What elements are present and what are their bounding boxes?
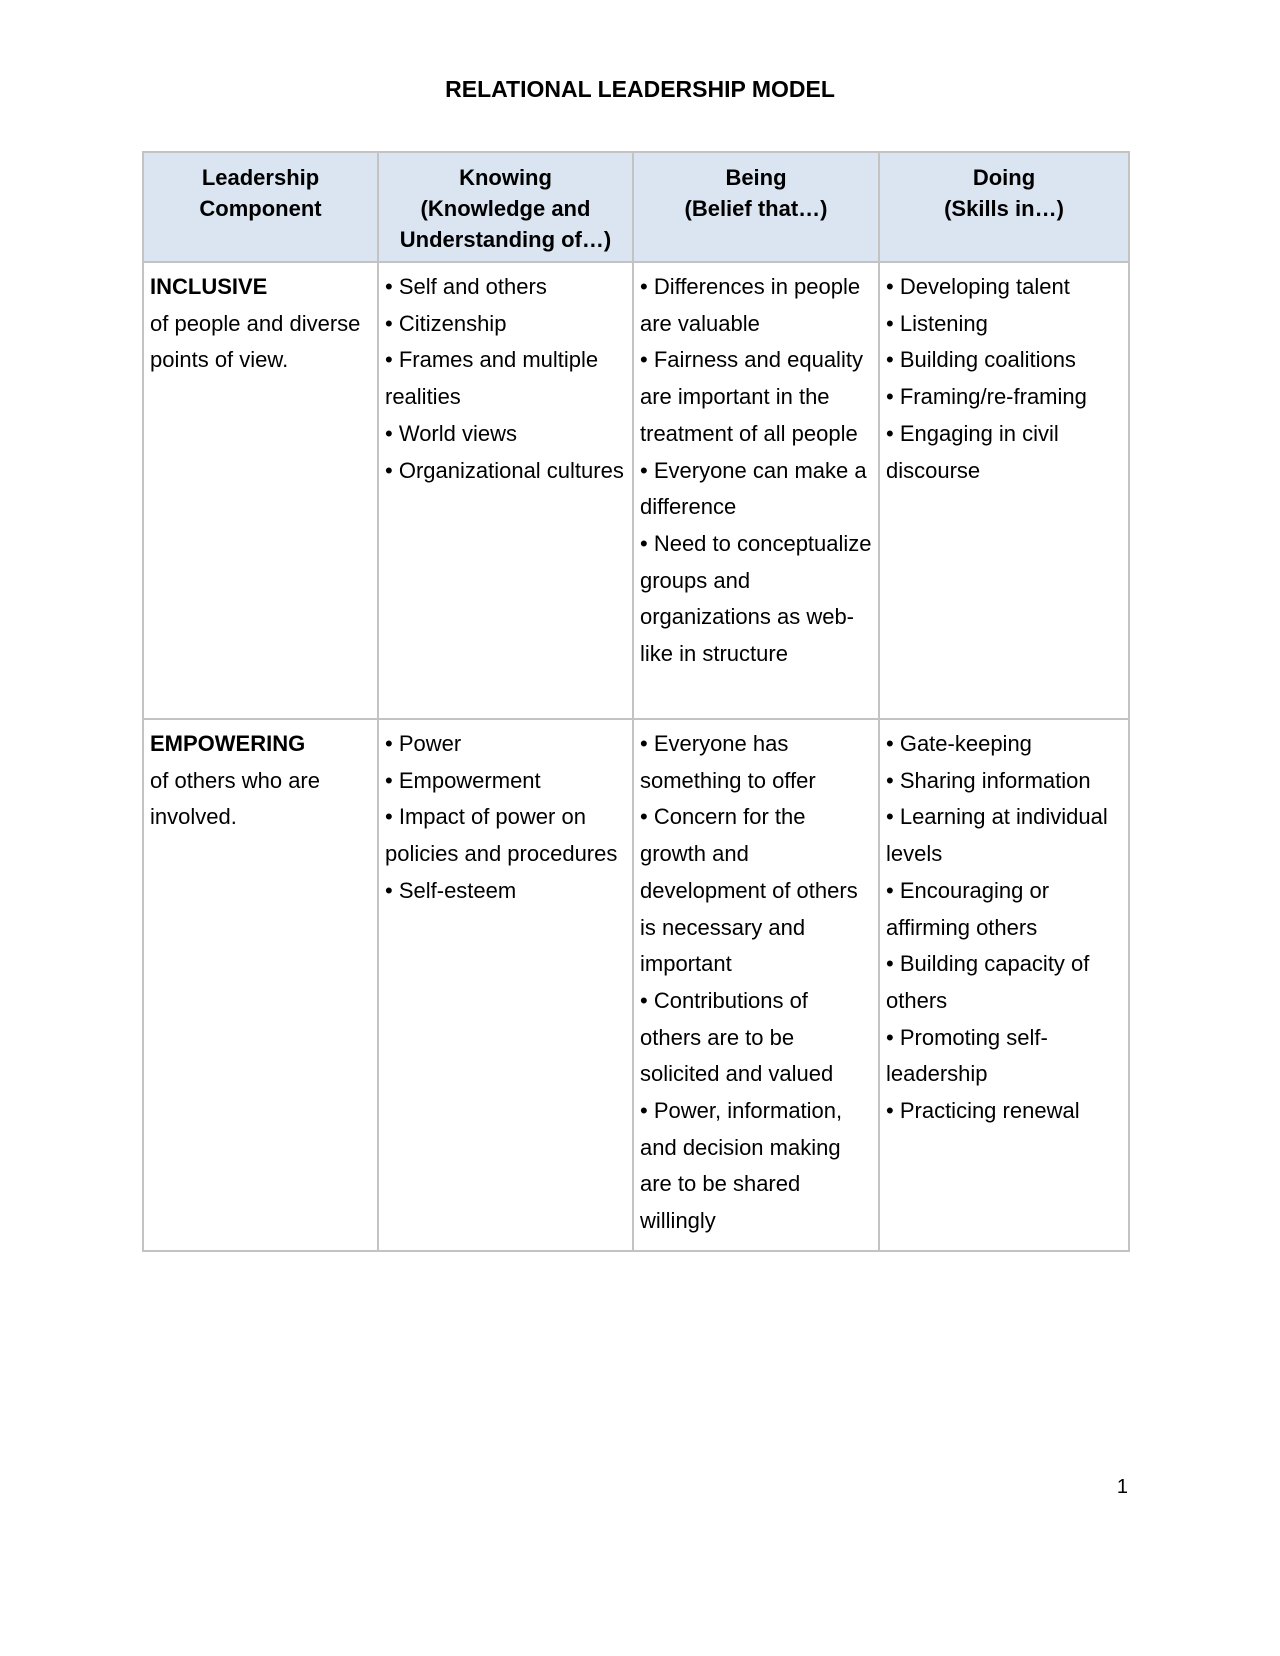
list-item: • Sharing information: [886, 763, 1124, 800]
list-item: • Concern for the growth and development of others is necessary and important: [640, 799, 874, 983]
component-description: of people and diverse points of view.: [150, 310, 361, 373]
header-line: Knowing: [459, 165, 552, 190]
list-item: • Need to conceptualize groups and organizations as web-like in structure: [640, 526, 874, 673]
being-cell: [633, 719, 879, 1251]
document-title: RELATIONAL LEADERSHIP MODEL: [445, 76, 835, 102]
component-cell: [143, 719, 378, 1251]
list-item: • Building coalitions: [886, 342, 1124, 379]
list-item: • Self and others: [385, 269, 628, 306]
header-line: Leadership: [201, 165, 320, 190]
table-row-empowering: [143, 719, 1129, 1251]
doing-cell: [879, 719, 1129, 1251]
list-item: • Differences in people are valuable: [640, 269, 874, 342]
header-line: (Belief that…): [684, 196, 828, 221]
header-knowing: [378, 152, 633, 262]
list-item: • Frames and multiple realities: [385, 342, 628, 415]
component-name: INCLUSIVE: [150, 274, 268, 299]
list-item: • Developing talent: [886, 269, 1124, 306]
knowing-cell: [378, 719, 633, 1251]
list-item: • World views: [385, 416, 628, 453]
header-line: (Skills in…): [944, 196, 1064, 221]
table-row-inclusive: [143, 262, 1129, 719]
list-item: • Contributions of others are to be solicited and valued: [640, 983, 874, 1093]
list-item: • Impact of power on policies and procedures: [385, 799, 628, 872]
header-being: [633, 152, 879, 262]
list-item: • Promoting self-leadership: [886, 1020, 1124, 1093]
list-item: • Organizational cultures: [385, 453, 628, 490]
doing-list: [886, 269, 1124, 489]
doing-cell: [879, 262, 1129, 719]
header-doing: [879, 152, 1129, 262]
header-leadership-component: [143, 152, 378, 262]
list-item: • Citizenship: [385, 306, 628, 343]
component-cell: [143, 262, 378, 719]
list-item: • Learning at individual levels: [886, 799, 1124, 872]
doing-list: [886, 726, 1124, 1130]
header-line: Understanding of…): [399, 227, 612, 252]
being-list: [640, 269, 874, 673]
knowing-list: [385, 269, 628, 489]
list-item: • Empowerment: [385, 763, 628, 800]
table-header-row: [143, 152, 1129, 262]
header-line: Being: [725, 165, 787, 190]
list-item: • Self-esteem: [385, 873, 628, 910]
list-item: • Engaging in civil discourse: [886, 416, 1124, 489]
page-number: 1: [1116, 1476, 1128, 1498]
list-item: • Everyone can make a difference: [640, 453, 874, 526]
header-line: Doing: [972, 165, 1036, 190]
being-cell: [633, 262, 879, 719]
list-item: • Building capacity of others: [886, 946, 1124, 1019]
knowing-cell: [378, 262, 633, 719]
list-item: • Power: [385, 726, 628, 763]
list-item: • Encouraging or affirming others: [886, 873, 1124, 946]
list-item: • Framing/re-framing: [886, 379, 1124, 416]
header-line: (Knowledge and: [420, 196, 591, 221]
list-item: • Gate-keeping: [886, 726, 1124, 763]
leadership-model-table: [142, 151, 1130, 1252]
list-item: • Everyone has something to offer: [640, 726, 874, 799]
list-item: • Practicing renewal: [886, 1093, 1124, 1130]
knowing-list: [385, 726, 628, 910]
list-item: • Fairness and equality are important in the treatment of all people: [640, 342, 874, 452]
header-line: Component: [199, 196, 322, 221]
component-name: EMPOWERING: [150, 731, 306, 756]
being-list: [640, 726, 874, 1240]
list-item: • Listening: [886, 306, 1124, 343]
list-item: • Power, information, and decision making are to be shared willingly: [640, 1093, 874, 1240]
component-description: of others who are involved.: [150, 767, 320, 830]
